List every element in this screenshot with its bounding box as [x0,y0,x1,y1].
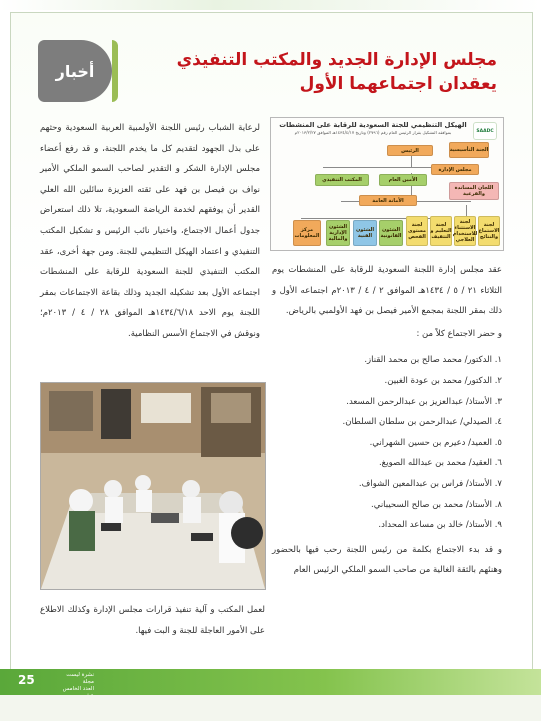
top-decorative-stripe [0,0,541,10]
meeting-photo-illustration [41,383,265,589]
org-node-label: الأمانة العامة [372,197,404,204]
org-node-info [293,220,321,246]
publication-name: نشرة ليست مجلة [66,672,94,685]
section-tab [38,40,112,102]
org-node-tue [454,216,476,246]
org-node-committees [449,182,499,200]
org-node-education [430,216,452,246]
article-body-left-bottom [40,600,265,641]
org-node-label: المكتب التنفيذي [322,177,362,183]
body-paragraph: لعمل المكتب و آلية تنفيذ قرارات مجلس الإدارة وكذلك الاطلاع على الأمور العاجلة للجنة و البت فيها. [40,605,265,636]
org-node-label: لجنة مستوى الفحص [408,222,426,240]
issue-number: العدد الخامس [62,686,94,692]
headline-line-1: مجلس الإدارة الجديد والمكتب التنفيذي [176,50,497,70]
footer-bottom-margin [0,695,541,721]
org-chart-title: الهيكل التنظيمي للجنة السعودية للرقابة على المنشطات [279,121,467,129]
article-body-right [272,260,502,581]
attendee-item: ٥. العميد/ دعيرم بن حسين الشهراني. [369,437,502,448]
section-label: أخبار [55,61,95,81]
org-node-label: الشئون الإدارية والمالية [328,224,348,242]
org-node-label: مجلس الإدارة [438,166,472,173]
attendee-list [272,350,502,535]
org-node-label: الشئون القانونية [380,227,402,239]
org-node-secretariat [359,195,417,206]
body-paragraph-intro: عقد مجلس إدارة اللجنة السعودية للرقابة على المنشطات يوم الثلاثاء ٢١ / ٥ / ١٤٣٤هـ الموافق ٢ / ٤ / ٢٠١٣م اجتماعه الأول و ذلك بمقر اللجنة بمجمع الأمير فيصل بن فهد الأولمبي بالرياض. [272,265,502,317]
org-node-executive [315,174,369,186]
edge [411,155,412,167]
org-chart-figure [270,117,504,251]
org-node-technical [353,220,377,246]
meeting-photo [40,382,266,590]
attendee-item: ٤. الصيدلي/ عبدالرحمن بن سلطان السلطان. [342,417,502,428]
org-node-label: مركز المعلومات [294,227,320,239]
attendee-item: ٨. الأستاذ/ محمد بن صالح السحيباني. [371,499,502,510]
attendee-item: ١. الدكتور/ محمد صالح بن محمد القناز. [364,355,502,366]
article-headline [137,48,497,96]
attendance-intro: و حضر الاجتماع كلاً من : [416,328,502,339]
org-node-label: لجنة التعليم و التثقيف [430,222,452,240]
attendee-item: ٣. الأستاذ/ عبدالعزيز بن عبدالرحمن المسعد. [346,396,502,407]
attendee-item: ٧. الأستاذ/ فراس بن عبدالمعين الشواف. [358,478,502,489]
org-node-label: لجنة الاستماع والنتائج [478,222,500,240]
headline-line-2: يعقدان اجتماعهما الأول [299,74,497,94]
org-node-label: اللجان المساندة والفرعية [454,185,494,197]
org-node-hearing [478,216,500,246]
attendee-item: ٦. العقيد/ محمد بن عبدالله الصويغ. [378,458,502,469]
edge [301,218,451,219]
committee-logo-icon [473,122,497,140]
attendee-item: ٢. الدكتور/ محمد بن عودة الغبين. [384,375,502,386]
org-chart-subtitle: بموافقة التشكيل بقرار الرئيس العام رقم (٢٧٩٦) وتاريخ ١٤٣٤/٤/١٧هـ الموافق ٢٠١٣/٢/٢٧م [294,130,452,135]
org-node-admin [326,220,350,246]
org-node-label: الأمين العام [388,177,418,183]
body-paragraph: لرعاية الشباب رئيس اللجنة الأولمبية العربية السعودية وحثهم على بذل الجهود لتقديم كل ما يخدم اللجنة، و قد رفع أعضاء مجلس الإدارة الشكر و التقدير لصاحب السمو الملكي الأمير نواف بن فيصل بن فهد على ثقته العزيزة سائلين الله العلي القدير أن يوفقهم لخدمة الرياضة السعودية، تلا ذلك استعراض جدول أعمال الاجتماع، واختيار نائب الرئيس و تشكيل المكتب التنفيذي و اعتماد الهيكل التنظيمي للجنة. ومن جهة أخرى، عقد المكتب التنفيذي للجنة السعودية للرقابة على المنشطات اجتماعه الأول بعد تشكيله الجديد وذلك بقاعة الاجتماعات بمقر اللجنة يوم الاحد ١٤٣٤/٦/١٨هـ الموافق ٢٨ / ٤ / ٢٠١٣م؛ ونوقش في الاجتماع الأسس النظامية. [40,123,260,339]
org-node-board [431,164,479,175]
logo-text: SAADC [476,128,494,134]
org-node-label: الرئيس [401,147,419,154]
body-paragraph-outro: و قد بدء الاجتماع بكلمة من رئيس اللجنة رحب فيها بالحضور وهنئهم بالثقة الغالية من صاحب السمو الملكي الرئيس العام [272,544,502,576]
org-node-founding [449,142,489,158]
org-node-label: الجنة التأسيسية [449,147,489,153]
attendee-item: ٩. الأستاذ/ خالد بن مساعد المحداد. [378,520,502,531]
org-node-sec-general [379,174,427,186]
org-node-results [406,216,428,246]
org-node-legal [379,220,403,246]
org-node-label: الشئون الفنية [355,227,375,239]
org-node-president [387,145,433,156]
page-number: 25 [18,673,35,687]
article-body-left-top [40,118,260,345]
org-node-label: لجنة الاستثناء للاستخدام العلاجي [452,219,478,243]
